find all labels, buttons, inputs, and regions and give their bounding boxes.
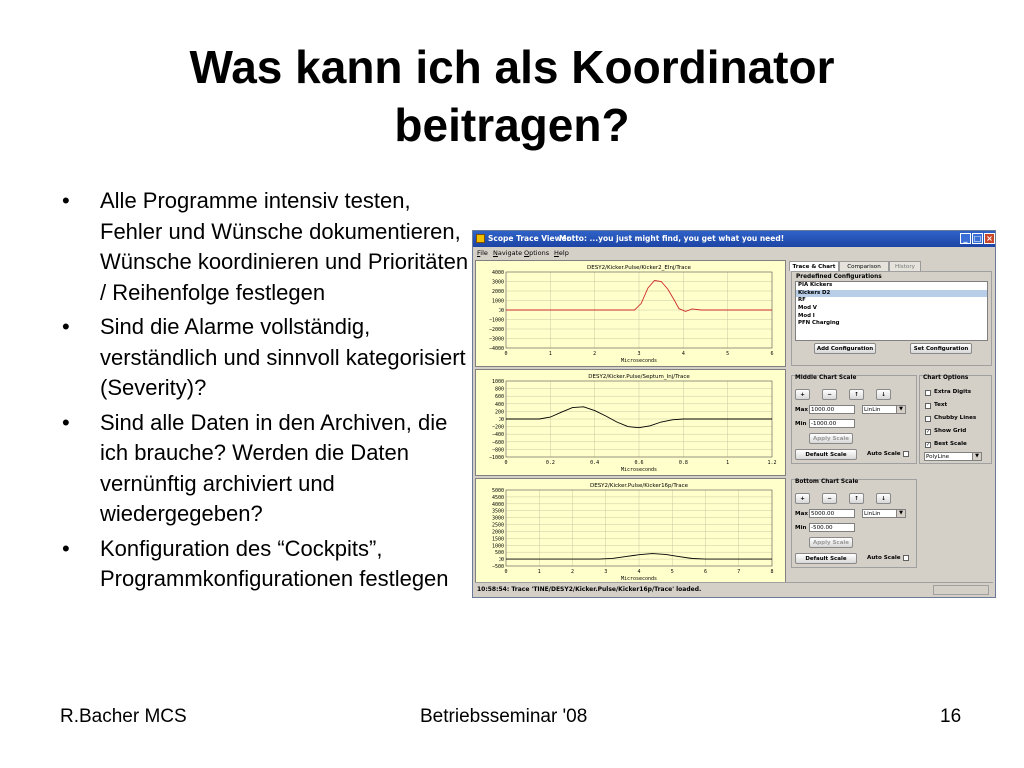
text-label: Text [934,402,948,408]
y-tick-label: 600 [494,394,504,401]
page-number: 16 [940,706,962,727]
scale-down-button[interactable]: ↓ [876,493,891,504]
menu-options[interactable]: Options [524,249,550,257]
x-tick-label: 6 [770,351,774,357]
chubby-lines-label: Chubby Lines [934,415,977,421]
y-tick-label: 200 [494,409,504,416]
bottom-chart-svg [476,479,787,586]
bottom-scale-select[interactable] [862,509,906,518]
middle-max-input[interactable]: 1000.00 [809,405,855,414]
scale-down-button[interactable]: ↓ [876,389,891,400]
y-tick-label: 1500 [491,536,504,543]
window-title: Scope Trace Viewer [488,234,571,243]
y-tick-label: −500 [491,564,504,570]
status-bar [475,582,993,595]
y-tick-label: 2500 [491,522,504,529]
maximize-button[interactable]: □ [973,234,982,243]
chevron-down-icon: ▼ [972,453,981,460]
x-tick-label: 6 [703,569,708,575]
x-tick-label: 1 [548,351,552,357]
menu-bar [473,247,995,258]
add-configuration-button[interactable]: Add Configuration [814,343,876,354]
show-grid-label: Show Grid [934,428,967,434]
extra-digits-checkbox[interactable] [925,390,931,396]
predefined-configurations-group [791,271,992,366]
x-tick-label: 0 [504,351,508,357]
x-tick-label: 0 [504,460,508,466]
middle-scale-value: LinLin [864,407,881,413]
chart-options-group [919,375,992,464]
scale-plus-button[interactable]: + [795,493,810,504]
scale-plus-button[interactable]: + [795,389,810,400]
y-tick-label: 4000 [491,501,504,508]
x-tick-label: 7 [737,569,741,575]
y-tick-label: 500 [494,550,504,557]
bullet-text: Sind die Alarme vollständig, verständlich und sinnvoll kategorisiert (Severity)? [100,314,466,400]
y-tick-label: 1000 [491,379,504,385]
line-style-value: PolyLine [926,454,950,460]
auto-scale-label: Auto Scale [867,555,901,561]
y-tick-label: 4500 [491,494,504,501]
slide-title: Was kann ich als Koordinator beitragen? [189,41,835,151]
status-progress [933,585,989,595]
config-item[interactable]: PFN Charging [798,320,840,327]
configuration-list [795,281,988,341]
chart-title: DESY2/Kicker.Pulse/Septum_Inj/Trace [588,374,690,380]
bottom-scale-value: LinLin [864,511,881,517]
min-label: Min [795,421,807,427]
y-tick-label: −1000 [488,317,504,324]
scale-minus-button[interactable]: − [822,493,837,504]
y-tick-label: 2000 [491,289,504,295]
y-tick-label: −2000 [488,327,504,333]
x-tick-label: 4 [637,569,641,575]
apply-scale-button[interactable]: Apply Scale [809,537,853,548]
y-tick-label: 0 [500,308,504,314]
bottom-chart-scale-group [791,479,917,568]
bullet-text: Alle Programme intensiv testen, Fehler und Wünsche dokumentieren, Wünsche koordinieren und Prioritäten / Reihenfolge festlegen [100,188,469,305]
scale-up-button[interactable]: ↑ [849,493,864,504]
apply-scale-button[interactable]: Apply Scale [809,433,853,444]
bullet-glyph: • [62,188,70,213]
chart-title: DESY2/Kicker.Pulse/Kicker16p/Trace [589,483,689,489]
y-tick-label: −3000 [488,336,504,343]
y-tick-label: −4000 [488,346,504,352]
y-tick-label: −1000 [488,455,504,461]
chevron-down-icon: ▼ [896,406,905,413]
bottom-chart-scale-title: Bottom Chart Scale [795,479,859,485]
x-tick-label: 5 [726,351,730,357]
chubby-lines-checkbox[interactable] [925,416,931,422]
y-tick-label: 4000 [491,270,504,276]
bullet-glyph: • [62,409,70,435]
x-tick-label: 0.6 [634,460,644,466]
window-motto: Motto: ...you just might find, you get what you need! [559,234,785,243]
x-tick-label: 0.4 [590,460,600,466]
x-tick-label: 0 [504,569,508,575]
y-tick-label: −800 [491,447,504,454]
chart-title: DESY2/Kicker.Pulse/Kicker2_EInj/Trace [587,265,691,271]
top-chart-svg [476,261,787,368]
auto-scale-checkbox[interactable] [903,555,909,561]
x-tick-label: 8 [770,569,774,575]
top-chart[interactable] [475,260,786,367]
default-scale-button[interactable]: Default Scale [795,553,857,564]
x-axis-label: Microseconds [620,358,658,364]
y-tick-label: 3500 [491,508,504,515]
tab-trace-chart[interactable]: Trace & Chart [789,261,839,271]
y-tick-label: 5000 [491,488,504,494]
minimize-button[interactable]: _ [960,233,971,244]
auto-scale-label: Auto Scale [867,451,901,457]
middle-chart[interactable] [475,369,786,476]
text-checkbox[interactable] [925,403,931,409]
auto-scale-checkbox[interactable] [903,451,909,457]
bullet-item [56,408,476,530]
middle-chart-svg [476,370,787,477]
y-tick-label: 1000 [491,543,504,550]
best-scale-label: Best Scale [934,441,967,447]
bottom-chart[interactable] [475,478,786,585]
scale-up-button[interactable]: ↑ [849,389,864,400]
bullet-text: Konfiguration des “Cockpits”, Programmkonfigurationen festlegen [100,535,449,591]
bullet-item [56,312,476,404]
footer-author: R.Bacher MCS [60,706,187,727]
middle-chart-scale-group [791,375,917,464]
bottom-min-input[interactable]: -500.00 [809,523,855,532]
x-axis-label: Microseconds [620,576,658,582]
chart-options-title: Chart Options [923,375,969,381]
menu-navigate[interactable]: Navigate [493,249,523,257]
bullet-item [56,534,476,595]
footer-event: Betriebsseminar '08 [420,706,588,727]
y-tick-label: 2000 [491,529,504,536]
y-tick-label: 0 [500,417,504,423]
middle-chart-scale-title: Middle Chart Scale [795,375,857,381]
chevron-down-icon: ▼ [896,510,905,517]
bullet-text: Sind alle Daten in den Archiven, die ich brauche? Werden die Daten vernünftig archiviert und wiedergegeben? [100,409,448,526]
x-axis-label: Microseconds [620,467,658,473]
extra-digits-label: Extra Digits [934,389,972,395]
bullet-glyph: • [62,314,70,339]
y-tick-label: 800 [494,386,504,393]
best-scale-checkbox[interactable]: ✓ [926,442,931,448]
x-tick-label: 4 [681,351,685,357]
bottom-max-input[interactable]: 5000.00 [809,509,855,518]
y-tick-label: −400 [491,432,504,439]
middle-scale-select[interactable] [862,405,906,414]
bullet-item [56,186,476,308]
app-icon [476,234,485,243]
window-titlebar[interactable] [473,231,995,247]
x-tick-label: 1.2 [767,460,777,466]
min-label: Min [795,525,807,531]
x-tick-label: 0.2 [545,460,555,466]
y-tick-label: 3000 [491,279,504,286]
x-tick-label: 2 [593,351,597,357]
y-tick-label: −200 [491,424,504,431]
show-grid-checkbox[interactable]: ✓ [926,429,931,435]
predefined-configurations-title: Predefined Configurations [796,274,882,280]
scope-trace-viewer-window [472,230,996,598]
x-tick-label: 0.8 [678,460,688,466]
scale-minus-button[interactable]: − [822,389,837,400]
bullet-glyph: • [62,535,70,561]
middle-min-input[interactable]: -1000.00 [809,419,855,428]
max-label: Max [795,511,808,517]
x-tick-label: 1 [726,460,730,466]
x-tick-label: 1 [537,569,541,575]
x-tick-label: 3 [637,351,641,357]
config-item[interactable]: Mod I [798,312,815,319]
tab-comparison[interactable]: Comparison [839,261,889,271]
menu-help[interactable]: Help [554,249,569,257]
y-tick-label: −600 [491,439,504,446]
y-tick-label: 3000 [491,515,504,522]
x-tick-label: 2 [570,569,575,575]
set-configuration-button[interactable]: Set Configuration [910,343,972,354]
control-panel [789,259,994,581]
config-item-selected[interactable]: Kickers D2 [796,290,987,298]
y-tick-label: 1000 [491,298,504,305]
x-tick-label: 3 [604,569,608,575]
config-item[interactable]: Mod V [798,305,817,312]
y-tick-label: 0 [500,557,504,564]
default-scale-button[interactable]: Default Scale [795,449,857,460]
close-button[interactable]: × [984,233,995,244]
tab-history[interactable]: History [889,261,921,271]
x-tick-label: 5 [670,569,674,575]
status-message: 10:58:54: Trace 'TINE/DESY2/Kicker.Pulse/Kicker16p/Trace' loaded. [477,586,702,593]
config-item[interactable]: RF [798,297,806,304]
bullet-list [56,186,476,599]
y-tick-label: 400 [494,401,504,408]
line-style-select[interactable] [924,452,982,461]
config-item[interactable]: PIA Kickers [798,282,833,288]
menu-file[interactable]: File [477,249,488,257]
max-label: Max [795,407,808,413]
